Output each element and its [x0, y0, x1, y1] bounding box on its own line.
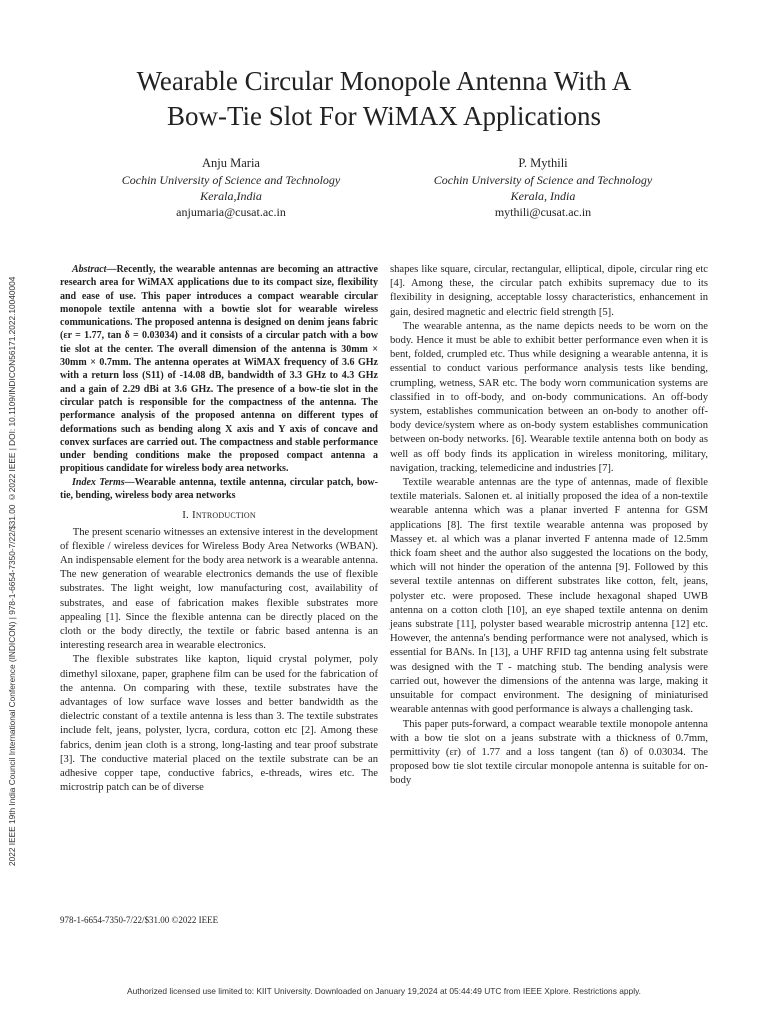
- title-line-1: Wearable Circular Monopole Antenna With A: [136, 66, 632, 96]
- author-affiliation: Cochin University of Science and Technology: [121, 173, 341, 187]
- abstract-lead: Abstract: [72, 264, 107, 275]
- left-column: [60, 263, 378, 795]
- index-terms-lead: Index Terms: [72, 476, 125, 488]
- paragraph-continued: shapes like square, circular, rectangular, elliptical, dipole, circular ring etc [4]. Among these, the circular patch exhibits supremacy due to its flexibility in designing, acceptable lossy characteristics, enhancement in gain, desired magnetic and electric field strength [5].: [390, 264, 708, 318]
- author-location: Kerala, India: [510, 189, 576, 203]
- index-terms: [60, 476, 378, 503]
- section-title: Introduction: [191, 509, 256, 522]
- section-number: I.: [182, 509, 190, 522]
- author-affiliation: Cochin University of Science and Technology: [433, 173, 653, 187]
- paragraph: Textile wearable antennas are the type of antennas, made of flexible textile materials. Salonen et. al initially proposed the idea of a non-textile wearable antenna which was a planar inverted F antenna for GSM applications [8]. The first textile wearable antenna was proposed by Massey et. al which was a planar inverted F antenna made of 12.5mm thick foam sheet and the author also suggested the locations on the body, which will not hinder the operation of the antenna [9]. Followed by this several textile antennas on different substrates like cotton, felt, jeans, polyster etc. were proposed. These include hexagonal shaped UWB antenna on a cotton cloth [10], an eye shaped textile antenna on denim jeans substrate [11], polyster based wearable microstrip antenna [12] etc. However, the antenna's bending performance were not analysed, which is essential for BANs. In [13], a UHF RFID tag antenna using felt substrate was designed with the T - matching stub. The bending analysis were carried out, however the dimensions of the antenna was large, making it unsuitable for compact environment. The designing of miniaturised wearable antennas with good performance is always a challenging task.: [390, 477, 708, 716]
- copyright-notice: 978-1-6654-7350-7/22/$31.00 ©2022 IEEE: [60, 915, 219, 925]
- paragraph: This paper puts-forward, a compact wearable textile monopole antenna with a bow tie slot on a jeans substrate with a thickness of 0.7mm, permittivity (εr) of 1.77 and a loss tangent (tan δ) of 0.03034. The proposed bow tie slot textile circular monopole antenna is suitable for on-body: [390, 718, 708, 787]
- right-column: [390, 263, 708, 789]
- author-name: Anju Maria: [202, 156, 260, 170]
- license-footer: Authorized licensed use limited to: KIIT University. Downloaded on January 19,2024 at 05:44:49 UTC from IEEE Xplore. Restrictions apply.: [127, 986, 641, 996]
- paragraph: The present scenario witnesses an extensive interest in the development of flexible / wireless devices for Wireless Body Area Networks (WBAN). An indispensable element for the body area network is a wearable antenna. The new generation of wearable electronics demands the use of flexible substrates. The light weight, low manufacturing cost, availability of substrates, and ease of fabrication makes flexible substrates more appealing [1]. Since the flexible antenna can be directly placed on the cloth or the body directly, the textile or fabric based antenna is an interesting research area in wearable electronics.: [60, 526, 378, 652]
- author-block-1: [86, 155, 376, 220]
- author-location: Kerala,India: [200, 189, 262, 203]
- abstract-text: —Recently, the wearable antennas are becoming an attractive research area for WiMAX applications due to its compact size, flexibility and ease of use. This paper introduces a compact wearable circular monopole textile antenna with a bowtie slot for wearable wireless communications. The proposed antenna is designed on denim jeans fabric (εr = 1.77, tan δ = 0.03034) and it consists of a circular patch with a bow tie slot at the center. The overall dimension of the antenna is 30mm × 30mm × 0.7mm. The antenna operates at WiMAX frequency of 3.6 GHz with a return loss (S11) of -14.08 dB, bandwidth of 3.3 GHz to 4.3 GHz and a gain of 2.29 dBi at 3.6 GHz. The presence of a bow-tie slot in the circular patch is responsible for the compactness of the antenna. The performance analysis of the proposed antenna on different types of deformations such as bending along X axis and Y axis of concave and convex surfaces are carried out. The compactness and stable performance under bending conditions make the proposed compact antenna a propitious candidate for wireless body area networks.: [60, 264, 378, 475]
- paper-title: [60, 64, 708, 134]
- index-terms-text: —Wearable antenna, textile antenna, circular patch, bow-tie, bending, wireless body area networks: [60, 476, 378, 502]
- section-heading: [60, 508, 378, 522]
- author-name: P. Mythili: [518, 156, 568, 170]
- title-line-2: Bow-Tie Slot For WiMAX Applications: [167, 101, 601, 131]
- author-email: anjumaria@cusat.ac.in: [176, 205, 286, 219]
- paragraph: The flexible substrates like kapton, liquid crystal polymer, poly dimethyl siloxane, paper, graphene film can be used for the fabrication of the antenna. On comparing with these, textile substrates have the advantages of low surface wave losses and better bandwidth as the dielectric constant of a textile antenna is less than 3. The textile substrates include felt, jeans, polyster, lycra, cordura, cotton etc [2]. Among these fabrics, denim jean cloth is a strong, long-lasting and tear proof substrate [3]. The conductive material placed on the textile substrate can be an adhesive copper tape, conductive fabrics, e-threads, wires etc. The microstrip patch can be of diverse: [60, 654, 378, 794]
- author-block-2: [398, 155, 688, 220]
- abstract: [60, 263, 378, 476]
- author-email: mythili@cusat.ac.in: [494, 205, 592, 219]
- side-copyright-stamp: 2022 IEEE 19th India Council International Conference (INDICON) | 978-1-6654-7350-7/22/$31.00 ©2022 IEEE | DOI: 10.1109/INDICON56171.2022.10040004: [7, 276, 17, 866]
- paragraph: The wearable antenna, as the name depicts needs to be worn on the body. Hence it must be able to exhibit better performance even when it is bent, folded, crumpled etc. Thus while designing a wearable antenna, it is essential to conduct various performance analysis tests like bending, crumpling, wetness, SAR etc. The body worn communication systems are classified in to off-body, and on-body communications. An off-body system, establishes communication between an on-body to another off-body device/system where as on-body system establishes communication between on-body networks. [6]. Wearable textile antenna both on body as well as off body finds its application in wireless monitoring, military, navigation, tracking, telemedicine and industries [7].: [390, 320, 708, 474]
